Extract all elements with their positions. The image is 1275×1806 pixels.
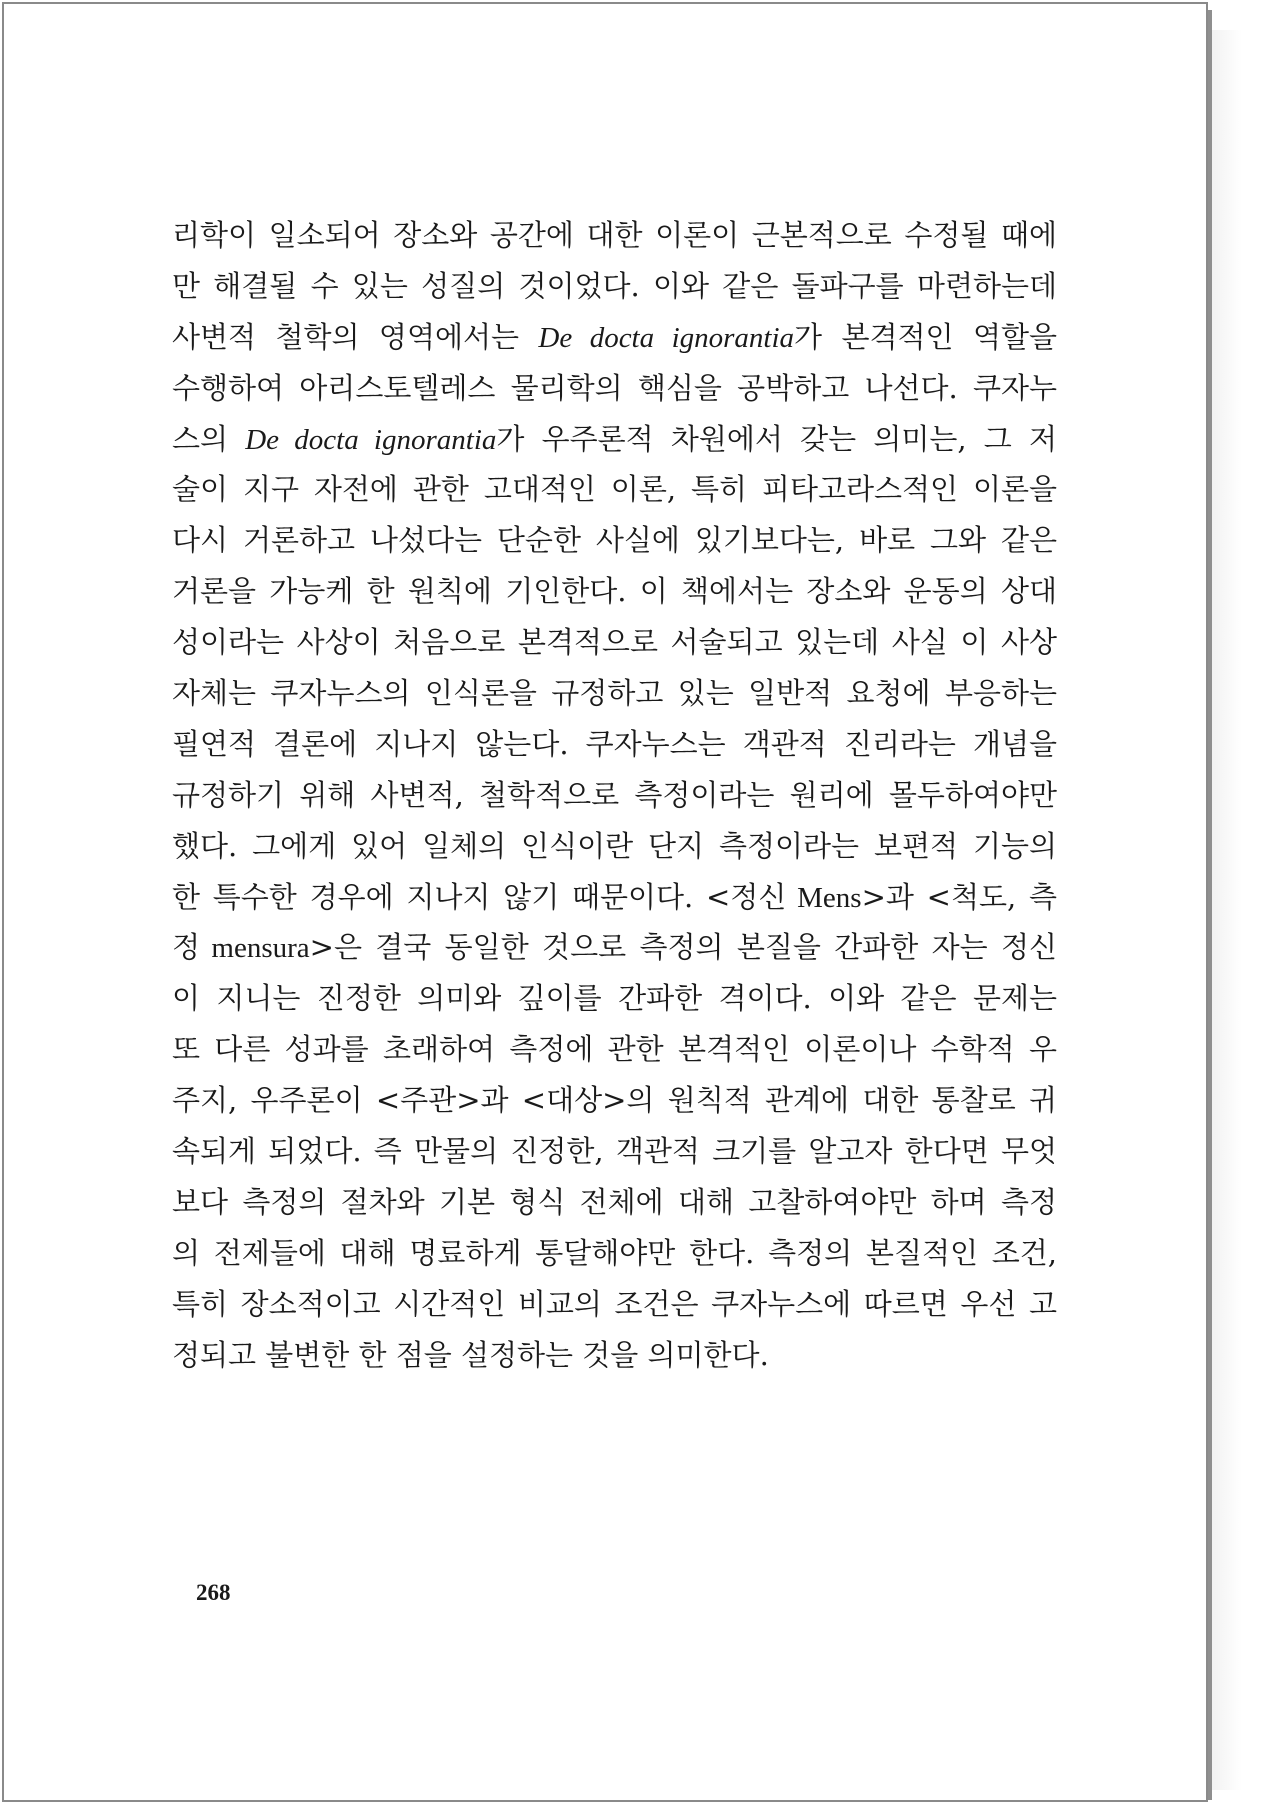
text-line — [172, 1075, 1057, 1126]
text-segment: 또 다른 성과를 초래하여 측정에 관한 본격적인 이론이나 수학적 우 — [172, 1032, 1057, 1067]
text-segment: 다시 거론하고 나섰다는 단순한 사실에 있기보다는, 바로 그와 같은 — [172, 523, 1057, 558]
text-segment: 주지, 우주론이 <주관>과 <대상>의 원칙적 관계에 대한 통찰로 귀 — [172, 1083, 1057, 1118]
text-line — [172, 515, 1057, 566]
text-segment: 스의 — [172, 421, 246, 456]
text-segment: 정되고 불변한 한 점을 설정하는 것을 의미한다. — [172, 1337, 769, 1372]
text-line — [172, 973, 1057, 1024]
page-number: 268 — [196, 1580, 231, 1605]
text-segment: Mens — [786, 881, 862, 914]
text-segment: 이 지니는 진정한 의미와 깊이를 간파한 격이다. 이와 같은 문제는 — [172, 981, 1057, 1016]
text-line — [172, 566, 1057, 617]
text-segment: 의 전제들에 대해 명료하게 통달해야만 한다. 측정의 본질적인 조건, — [172, 1235, 1057, 1270]
text-segment: 필연적 결론에 지나지 않는다. 쿠자누스는 객관적 진리라는 개념을 — [172, 726, 1057, 761]
text-segment: 정 — [172, 930, 201, 965]
text-line — [172, 1126, 1057, 1177]
text-line — [172, 821, 1057, 872]
text-segment: 자체는 쿠자누스의 인식론을 규정하고 있는 일반적 요청에 부응하는 — [172, 676, 1057, 711]
text-line — [172, 1279, 1057, 1330]
text-segment: 했다. 그에게 있어 일체의 인식이란 단지 측정이라는 보편적 기능의 — [172, 828, 1057, 863]
text-segment: 규정하기 위해 사변적, 철학적으로 측정이라는 원리에 몰두하여야만 — [172, 777, 1057, 812]
text-segment: 거론을 가능케 한 원칙에 기인한다. 이 책에서는 장소와 운동의 상대 — [172, 574, 1057, 609]
text-line — [172, 1330, 1057, 1381]
italic-title: De docta ignorantia — [245, 423, 497, 456]
text-line — [172, 1024, 1057, 1075]
body-text — [172, 210, 1057, 1380]
text-segment: mensura — [200, 932, 310, 965]
text-segment: 가 본격적인 역할을 — [794, 319, 1057, 354]
text-line — [172, 668, 1057, 719]
text-segment: 속되게 되었다. 즉 만물의 진정한, 객관적 크기를 알고자 한다면 무엇 — [172, 1134, 1057, 1169]
text-line — [172, 719, 1057, 770]
text-line — [172, 210, 1057, 261]
text-line — [172, 261, 1057, 312]
text-line — [172, 464, 1057, 515]
text-line — [172, 770, 1057, 821]
text-segment: 성이라는 사상이 처음으로 본격적으로 서술되고 있는데 사실 이 사상 — [172, 625, 1057, 660]
text-line — [172, 1228, 1057, 1279]
text-line — [172, 617, 1057, 668]
text-line — [172, 1177, 1057, 1228]
text-segment: 술이 지구 자전에 관한 고대적인 이론, 특히 피타고라스적인 이론을 — [172, 472, 1057, 507]
text-line — [172, 312, 1057, 363]
text-segment: 수행하여 아리스토텔레스 물리학의 핵심을 공박하고 나선다. 쿠자누 — [172, 370, 1057, 405]
page-edge-shadow — [1212, 30, 1242, 1790]
text-segment: 리학이 일소되어 장소와 공간에 대한 이론이 근본적으로 수정될 때에 — [172, 218, 1057, 252]
text-line — [172, 922, 1057, 973]
text-segment: 가 우주론적 차원에서 갖는 의미는, 그 저 — [496, 421, 1057, 456]
text-segment: 보다 측정의 절차와 기본 형식 전체에 대해 고찰하여야만 하며 측정 — [172, 1184, 1057, 1219]
text-line — [172, 363, 1057, 414]
italic-title: De docta ignorantia — [538, 321, 795, 354]
text-line — [172, 414, 1057, 465]
text-segment: >은 결국 동일한 것으로 측정의 본질을 간파한 자는 정신 — [309, 930, 1057, 965]
text-segment: >과 <척도, 측 — [861, 879, 1057, 914]
text-segment: 특히 장소적이고 시간적인 비교의 조건은 쿠자누스에 따르면 우선 고 — [172, 1286, 1057, 1321]
text-line — [172, 872, 1057, 923]
text-segment: 사변적 철학의 영역에서는 — [172, 319, 539, 354]
text-segment: 만 해결될 수 있는 성질의 것이었다. 이와 같은 돌파구를 마련하는데 — [172, 268, 1057, 303]
text-segment: 한 특수한 경우에 지나지 않기 때문이다. <정신 — [172, 879, 787, 914]
